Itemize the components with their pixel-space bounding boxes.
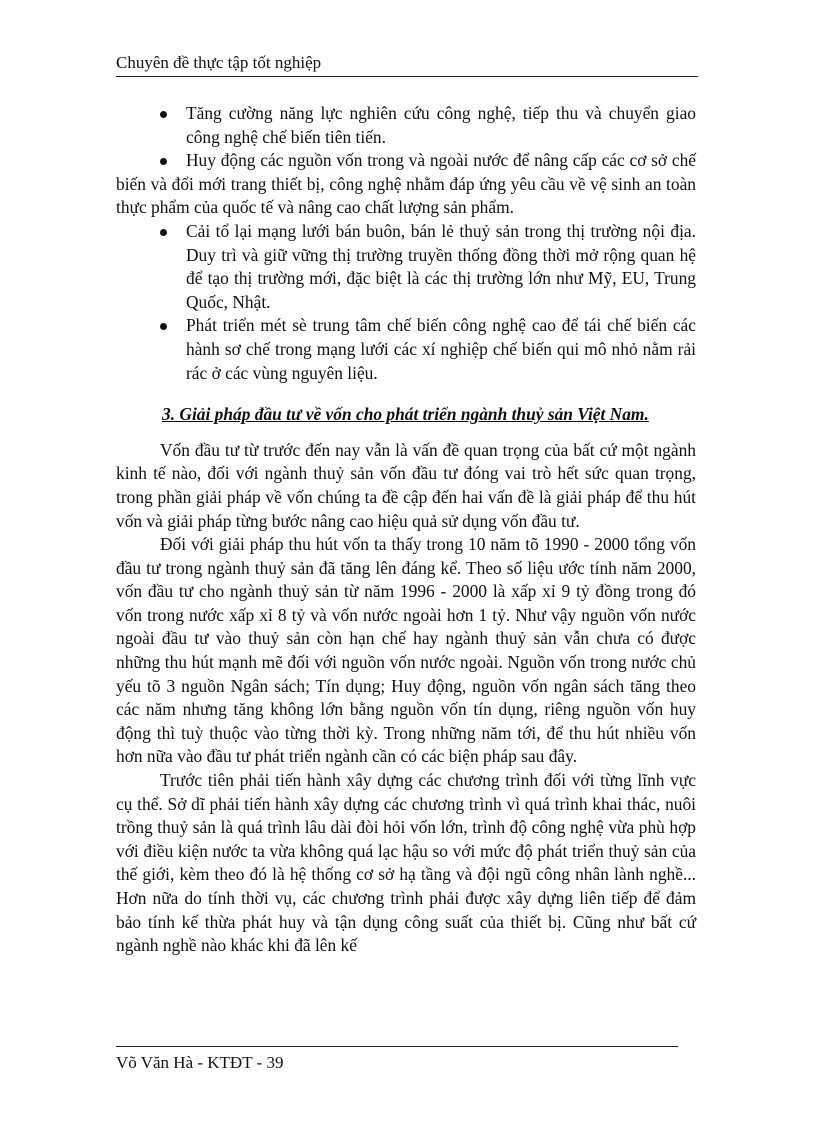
list-item-text: Phát triển mét sè trung tâm chế biến công nghệ cao để tái chế biến các hành sơ chế trong mạng lưới các xí nghiệp chế biến qui mô nhỏ nằm rải rác ở các vùng nguyên liệu. [186, 315, 696, 383]
paragraph: Đối với giải pháp thu hút vốn ta thấy trong 10 năm tõ 1990 - 2000 tổng vốn đầu tư trong ngành thuỷ sản đã tăng lên đáng kể. Theo số liệu ước tính năm 2000, vốn đầu tư cho ngành thuỷ sản từ năm 1996 - 2000 là xấp xỉ 9 tỷ đồng trong đó vốn trong nước xấp xỉ 8 tỷ và vốn nước ngoài hơn 1 tỷ. Như vậy nguồn vốn nước ngoài đầu tư vào thuỷ sản còn hạn chế hay ngành thuỷ sản vẫn chưa có được những thu hút mạnh mẽ đối với nguồn vốn nước ngoài. Nguồn vốn trong nước chủ yếu tõ 3 nguồn Ngân sách; Tín dụng; Huy động, nguồn vốn ngân sách tăng theo các năm nhưng tăng không lớn bằng nguồn vốn tín dụng, riêng nguồn vốn huy động thì tuỳ thuộc vào từng thời kỳ. Trong những năm tới, để thu hút nhiều vốn hơn nữa vào đầu tư phát triển ngành cần có các biện pháp sau đây. [116, 534, 696, 767]
list-item [116, 149, 696, 220]
list-item [116, 220, 696, 314]
bullet-icon [160, 323, 167, 330]
paragraph: Vốn đầu tư từ trước đến nay vẫn là vấn đề quan trọng của bất cứ một ngành kinh tế nào, đối với ngành thuỷ sản vốn đầu tư đóng vai trò hết sức quan trọng, trong phần giải pháp về vốn chúng ta đề cập đến hai vấn đề là giải pháp để thu hút vốn và giải pháp từng bước nâng cao hiệu quả sử dụng vốn đầu tư. [116, 439, 696, 531]
paragraph: Trước tiên phải tiến hành xây dựng các chương trình đối với từng lĩnh vực cụ thể. Sở dĩ phải tiến hành xây dựng các chương trình vì quá trình khai thác, nuôi trồng thuỷ sản là quá trình lâu dài đòi hỏi vốn lớn, trình độ công nghệ vừa phù hợp với điều kiện nước ta vừa không quá lạc hậu so với mức độ phát triển thuỷ sản của thế giới, kèm theo đó là hệ thống cơ sở hạ tầng và đội ngũ công nhân lành nghề... Hơn nữa do tính thời vụ, các chương trình phải được xây dựng liên tiếp để đảm bảo tính kế thừa phát huy và tận dụng công suất của thiết bị. Cũng như bất cứ ngành nghề nào khác khi đã lên kế [116, 770, 696, 956]
list-item-text: Huy động các nguồn vốn trong và ngoài nước để nâng cấp các cơ sở chế biến và đổi mới trang thiết bị, công nghệ nhằm đáp ứng yêu cầu về vệ sinh an toàn thực phẩm của quốc tế và nâng cao chất lượng sản phẩm. [116, 150, 696, 218]
footer-divider [116, 1046, 678, 1047]
page-footer: Võ Văn Hà - KTĐT - 39 [116, 1053, 284, 1072]
bullet-list [116, 102, 696, 385]
page-body [116, 102, 696, 958]
list-item [116, 102, 696, 149]
bullet-icon [160, 158, 167, 165]
bullet-icon [160, 111, 167, 118]
list-item-text: Tăng cường năng lực nghiên cứu công nghệ, tiếp thu và chuyển giao công nghệ chế biến tiên tiến. [186, 103, 696, 147]
page-header: Chuyên đề thực tập tốt nghiệp [116, 53, 322, 72]
header-divider [116, 76, 698, 77]
list-item-text: Cải tổ lại mạng lưới bán buôn, bán lẻ thuỷ sản trong thị trường nội địa. Duy trì và giữ vững thị trường truyền thống đồng thời mở rộng quan hệ để tạo thị trường mới, đặc biệt là các thị trường lớn như Mỹ, EU, Trung Quốc, Nhật. [186, 220, 696, 312]
list-item [116, 314, 696, 385]
bullet-icon [160, 229, 167, 236]
section-heading: 3. Giải pháp đầu tư về vốn cho phát triển ngành thuỷ sản Việt Nam. [162, 404, 649, 425]
